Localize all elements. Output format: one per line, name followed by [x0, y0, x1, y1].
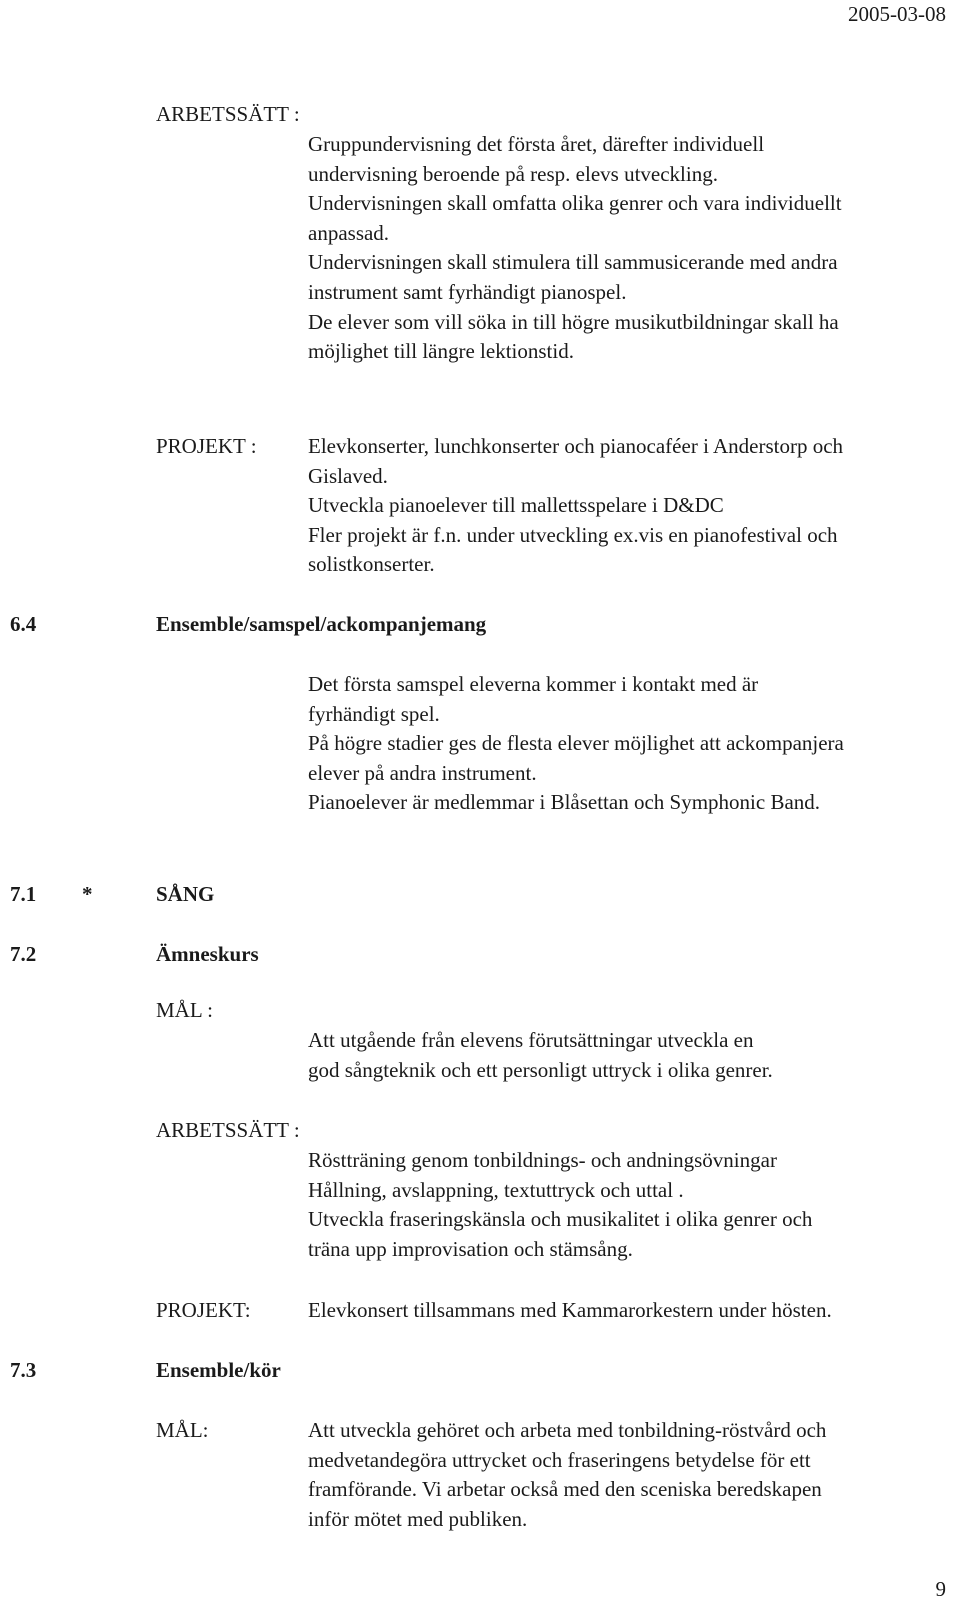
text-line: instrument samt fyrhändigt pianospel.	[308, 279, 627, 304]
text-line: framförande. Vi arbetar också med den sceniska beredskapen	[308, 1477, 822, 1502]
projekt-label: PROJEKT :	[156, 434, 257, 458]
text-line: Utveckla pianoelever till mallettsspelare i D&DC	[308, 493, 724, 518]
section-number: 7.3	[10, 1358, 37, 1382]
text-line: elever på andra instrument.	[308, 760, 537, 785]
arbetssatt-label: ARBETSSÄTT :	[156, 102, 300, 126]
text-line: Utveckla fraseringskänsla och musikalitet i olika genrer och	[308, 1207, 813, 1232]
text-line: Undervisningen skall omfatta olika genrer och vara individuellt	[308, 191, 842, 216]
text-line: På högre stadier ges de flesta elever möjlighet att ackompanjera	[308, 731, 844, 756]
text-line: Att utveckla gehöret och arbeta med tonbildning-röstvård och	[308, 1418, 827, 1442]
text-line: inför mötet med publiken.	[308, 1506, 528, 1531]
text-line: träna upp improvisation och stämsång.	[308, 1236, 633, 1261]
text-line: Att utgående från elevens förutsättningar utveckla en	[308, 1028, 754, 1052]
section-star: *	[82, 882, 93, 906]
text-line: fyrhändigt spel.	[308, 701, 440, 726]
section-number: 7.2	[10, 942, 37, 966]
text-line: Röstträning genom tonbildnings- och andningsövningar	[308, 1148, 777, 1172]
projekt-text	[308, 432, 843, 580]
arbetssatt-text	[308, 1146, 812, 1264]
mal-text	[308, 1416, 826, 1534]
mal-text	[308, 1026, 773, 1085]
text-line: medvetandegöra uttrycket och fraseringens betydelse för ett	[308, 1447, 811, 1472]
arbetssatt-text	[308, 130, 842, 367]
section-number: 6.4	[10, 612, 37, 636]
mal-label: MÅL:	[156, 1418, 209, 1442]
arbetssatt-label: ARBETSSÄTT :	[156, 1118, 300, 1142]
section-number: 7.1	[10, 882, 37, 906]
text-line: solistkonserter.	[308, 552, 435, 577]
section-heading: SÅNG	[156, 882, 215, 906]
text-line: Gruppundervisning det första året, därefter individuell	[308, 132, 765, 156]
text-line: Undervisningen skall stimulera till sammusicerande med andra	[308, 250, 838, 275]
projekt-label: PROJEKT:	[156, 1298, 251, 1322]
section-heading: Ensemble/kör	[156, 1358, 281, 1382]
text-line: god sångteknik och ett personligt uttryck i olika genrer.	[308, 1057, 773, 1082]
mal-label: MÅL :	[156, 998, 213, 1022]
text-line: Fler projekt är f.n. under utveckling ex.vis en pianofestival och	[308, 522, 838, 547]
projekt-text: Elevkonsert tillsammans med Kammarorkestern under hösten.	[308, 1298, 832, 1322]
text-line: Gislaved.	[308, 463, 388, 488]
page-number: 9	[935, 1577, 946, 1601]
text-line: Hållning, avslappning, textuttryck och uttal .	[308, 1177, 684, 1202]
ensemble-text	[308, 670, 844, 818]
text-line: anpassad.	[308, 220, 390, 245]
section-heading: Ämneskurs	[156, 942, 259, 966]
text-line: Pianoelever är medlemmar i Blåsettan och Symphonic Band.	[308, 790, 821, 815]
section-heading: Ensemble/samspel/ackompanjemang	[156, 612, 487, 636]
text-line: Elevkonserter, lunchkonserter och pianocaféer i Anderstorp och	[308, 434, 844, 458]
page-date: 2005-03-08	[848, 2, 946, 26]
text-line: De elever som vill söka in till högre musikutbildningar skall ha	[308, 309, 839, 334]
text-line: möjlighet till längre lektionstid.	[308, 339, 574, 364]
text-line: Det första samspel eleverna kommer i kontakt med är	[308, 672, 759, 696]
text-line: undervisning beroende på resp. elevs utveckling.	[308, 161, 718, 186]
